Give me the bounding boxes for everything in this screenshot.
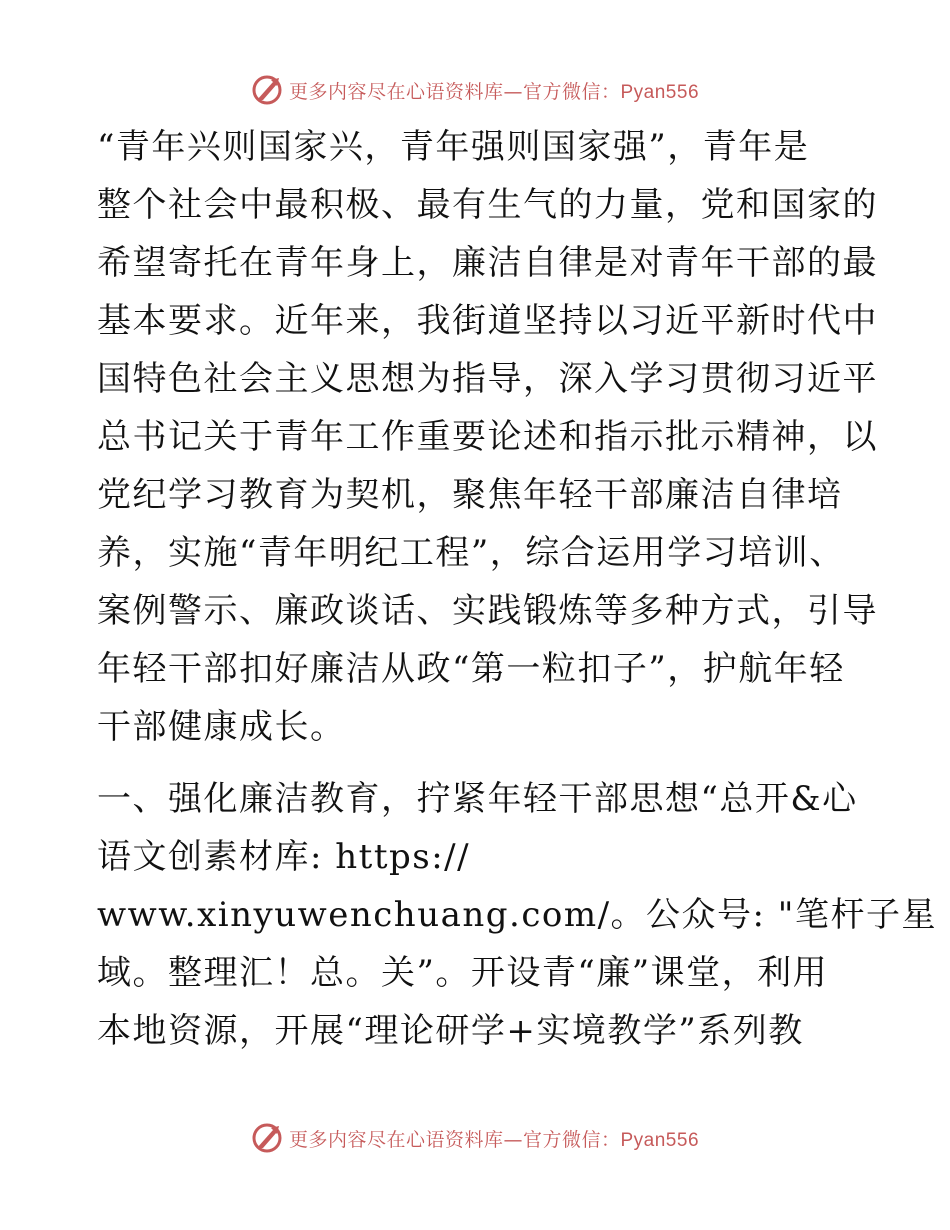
text-line: 总书记关于青年工作重要论述和指示批示精神，以 bbox=[97, 417, 878, 457]
footer-watermark bbox=[0, 1118, 950, 1158]
section-heading-line: 一、强化廉洁教育，拧紧年轻干部思想“总开&心 bbox=[97, 779, 858, 819]
banner-wechat-id: Pyan556 bbox=[620, 1129, 700, 1151]
text-line: 案例警示、廉政谈话、实践锻炼等多种方式，引导 bbox=[97, 591, 878, 631]
paragraph-section-one bbox=[97, 770, 937, 1060]
text-line: 整个社会中最积极、最有生气的力量，党和国家的 bbox=[97, 185, 878, 225]
text-line: 年轻干部扣好廉洁从政“第一粒扣子”，护航年轻 bbox=[97, 649, 845, 689]
text-line: 国特色社会主义思想为指导，深入学习贯彻习近平 bbox=[97, 359, 878, 399]
paragraph-spacer bbox=[97, 756, 857, 770]
text-line: “青年兴则国家兴，青年强则国家强”，青年是 bbox=[97, 127, 810, 167]
quill-logo-icon bbox=[251, 1122, 283, 1154]
text-line: 希望寄托在青年身上，廉洁自律是对青年干部的最 bbox=[97, 243, 878, 283]
text-line: 基本要求。近年来，我街道坚持以习近平新时代中 bbox=[97, 301, 878, 341]
banner-wechat-id: Pyan556 bbox=[620, 81, 700, 103]
paragraph-intro bbox=[97, 118, 878, 756]
text-line: 养，实施“青年明纪工程”，综合运用学习培训、 bbox=[97, 533, 845, 573]
document-body bbox=[97, 118, 937, 1060]
text-line: 域。整理汇！总。关”。开设青“廉”课堂，利用 bbox=[97, 953, 829, 993]
banner-text: 更多内容尽在心语资料库—官方微信：Pyan556 bbox=[288, 1128, 700, 1151]
quill-logo-icon bbox=[251, 74, 283, 106]
text-line: www.xinyuwenchuang.com/。公众号: "笔杆子星 bbox=[97, 895, 937, 935]
banner-text: 更多内容尽在心语资料库—官方微信：Pyan556 bbox=[288, 80, 700, 103]
text-line: 党纪学习教育为契机，聚焦年轻干部廉洁自律培 bbox=[97, 475, 843, 515]
text-line: 本地资源，开展“理论研学+实境教学”系列教 bbox=[97, 1011, 804, 1051]
text-line: 干部健康成长。 bbox=[97, 707, 346, 747]
header-watermark bbox=[0, 70, 950, 110]
text-line: 语文创素材库: https:// bbox=[97, 837, 471, 877]
